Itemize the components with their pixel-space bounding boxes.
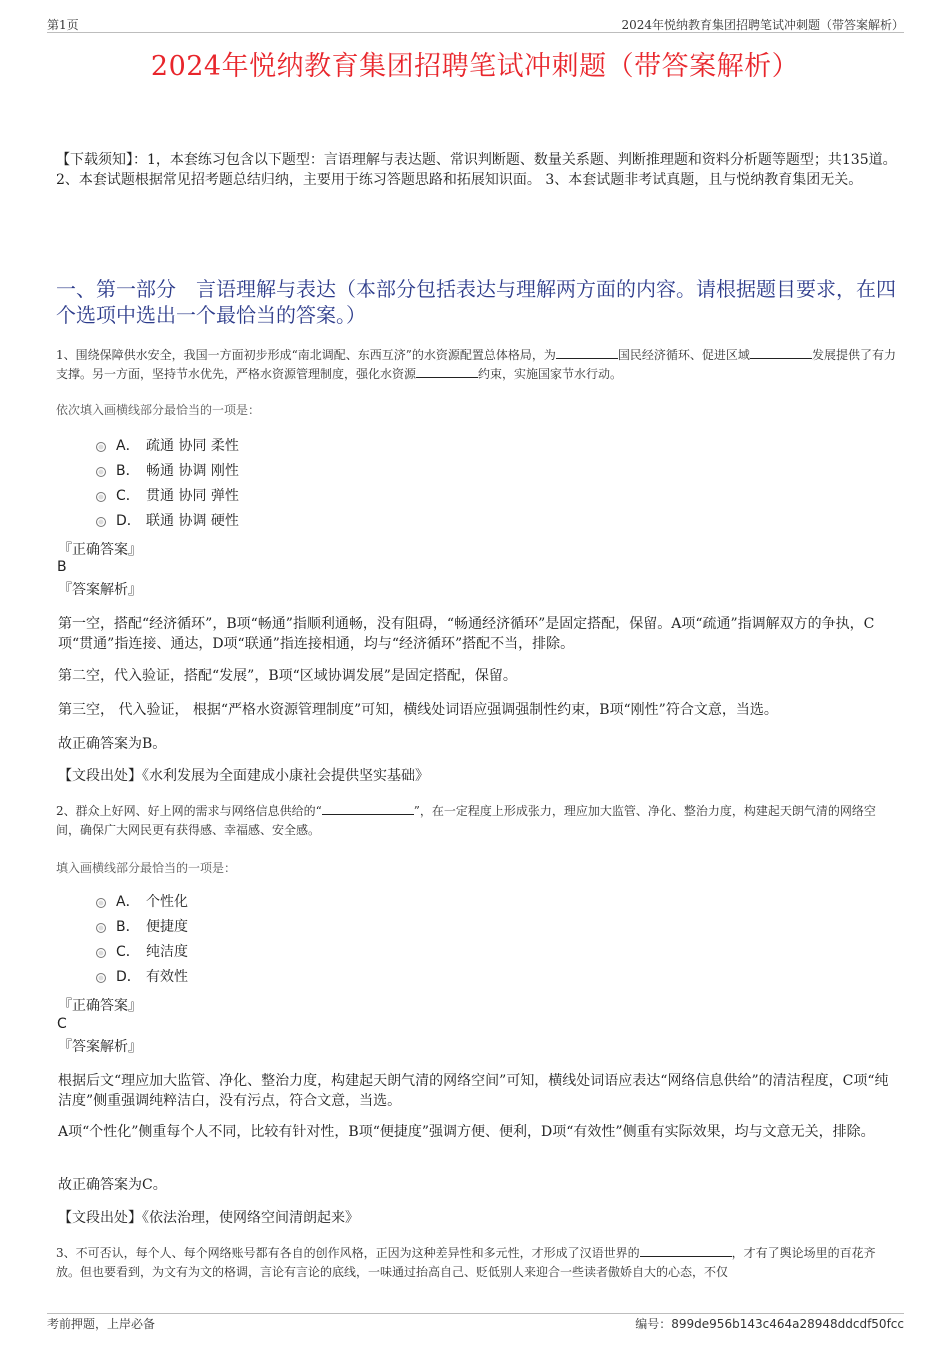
- blank: [640, 1245, 732, 1257]
- radio-icon[interactable]: [96, 898, 106, 908]
- radio-icon[interactable]: [96, 492, 106, 502]
- analysis-paragraph: 根据后文“理应加大监管、净化、整治力度，构建起天朗气清的网络空间”可知，横线处词语应表达“网络信息供给”的清洁程度，C项“纯洁度”侧重强调纯粹洁白，没有污点，符合文意，当选。: [58, 1073, 889, 1109]
- question-1-text: 1、围绕保障供水安全，我国一方面初步形成“南北调配、东西互济”的水资源配置总体格局，为 国民经济循环、促进区域 发展提供了有力支撑。另一方面，坚持节水优先，严格水资源管理制度，强化水资源 约束，实施国家节水行动。: [56, 348, 896, 381]
- analysis-conclusion: 故正确答案为B。: [58, 736, 167, 752]
- analysis-conclusion: 故正确答案为C。: [58, 1177, 167, 1193]
- radio-icon[interactable]: [96, 923, 106, 933]
- source-citation: 【文段出处】《依法治理，使网络空间清朗起来》: [58, 1210, 359, 1226]
- footer-slogan: 考前押题，上岸必备: [47, 1317, 156, 1331]
- option-b[interactable]: B． 畅通 协调 刚性: [96, 459, 239, 484]
- blank: [416, 366, 478, 378]
- answer-value: C: [57, 1016, 67, 1032]
- question-1-ask: 依次填入画横线部分最恰当的一项是：: [56, 403, 261, 417]
- question-2-ask: 填入画横线部分最恰当的一项是：: [56, 861, 237, 875]
- blank: [322, 803, 414, 815]
- analysis-paragraph: 第三空， 代入验证， 根据“严格水资源管理制度”可知，横线处词语应强调强制性约束，B项“刚性”符合文意，当选。: [58, 702, 778, 718]
- answer-label: 『正确答案』: [58, 542, 142, 558]
- radio-icon[interactable]: [96, 467, 106, 477]
- analysis-label: 『答案解析』: [58, 1039, 142, 1055]
- document-code: 编号：899de956b143c464a28948ddcdf50fcc: [635, 1317, 904, 1331]
- analysis-paragraph: 第二空，代入验证，搭配“发展”，B项“区域协调发展”是固定搭配，保留。: [58, 668, 517, 684]
- section-heading: 一、第一部分 言语理解与表达（本部分包括表达与理解两方面的内容。请根据题目要求，在四个选项中选出一个最恰当的答案。）: [56, 277, 896, 327]
- header-doc-title: 2024年悦纳教育集团招聘笔试冲刺题（带答案解析）: [621, 18, 904, 32]
- blank: [556, 347, 618, 359]
- radio-icon[interactable]: [96, 442, 106, 452]
- blank: [750, 347, 812, 359]
- question-1-options: [96, 434, 239, 534]
- option-a[interactable]: A． 疏通 协同 柔性: [96, 434, 239, 459]
- source-citation: 【文段出处】《水利发展为全面建成小康社会提供坚实基础》: [58, 768, 429, 784]
- option-d[interactable]: D． 联通 协调 硬性: [96, 509, 239, 534]
- option-c[interactable]: C． 纯洁度: [96, 940, 188, 965]
- option-d[interactable]: D． 有效性: [96, 965, 188, 990]
- radio-icon[interactable]: [96, 517, 106, 527]
- analysis-paragraph: A项“个性化”侧重每个人不同，比较有针对性，B项“便捷度”强调方便、便利，D项“有效性”侧重有实际效果，均与文意无关，排除。: [58, 1124, 875, 1140]
- page-footer: [47, 1313, 904, 1332]
- page-title: 2024年悦纳教育集团招聘笔试冲刺题（带答案解析）: [150, 51, 800, 82]
- download-notice: 【下载须知】：1，本套练习包含以下题型：言语理解与表达题、常识判断题、数量关系题、判断推理题和资料分析题等题型；共135道。 2、本套试题根据常见招考题总结归纳，主要用于练习答题思路和拓展知识面。 3、本套试题非考试真题，且与悦纳教育集团无关。: [56, 152, 897, 188]
- answer-value: B: [57, 559, 67, 575]
- option-b[interactable]: B． 便捷度: [96, 915, 188, 940]
- page-number: 第1页: [47, 18, 79, 32]
- analysis-paragraph: 第一空，搭配“经济循环”，B项“畅通”指顺利通畅，没有阻碍，“畅通经济循环”是固定搭配，保留。A项“疏通”指调解双方的争执，C项“贯通”指连接、通达，D项“联通”指连接相通，均与“经济循环”搭配不当，排除。: [58, 616, 875, 652]
- question-2-text: 2、群众上好网、好上网的需求与网络信息供给的“ ”，在一定程度上形成张力，理应加大监管、净化、整治力度，构建起天朗气清的网络空间，确保广大网民更有获得感、幸福感、安全感。: [56, 804, 876, 837]
- page-header: [47, 14, 904, 33]
- radio-icon[interactable]: [96, 948, 106, 958]
- option-a[interactable]: A． 个性化: [96, 890, 188, 915]
- question-3-text: 3、不可否认，每个人、每个网络账号都有各自的创作风格，正因为这种差异性和多元性，才形成了汉语世界的 ，才有了舆论场里的百花齐放。但也要看到，为文有为文的格调，言论有言论的底线，一味通过抬高自己、贬低别人来迎合一些读者傲娇自大的心态，不仅: [56, 1246, 876, 1279]
- option-c[interactable]: C． 贯通 协同 弹性: [96, 484, 239, 509]
- radio-icon[interactable]: [96, 973, 106, 983]
- answer-label: 『正确答案』: [58, 998, 142, 1014]
- analysis-label: 『答案解析』: [58, 582, 142, 598]
- question-2-options: [96, 890, 188, 990]
